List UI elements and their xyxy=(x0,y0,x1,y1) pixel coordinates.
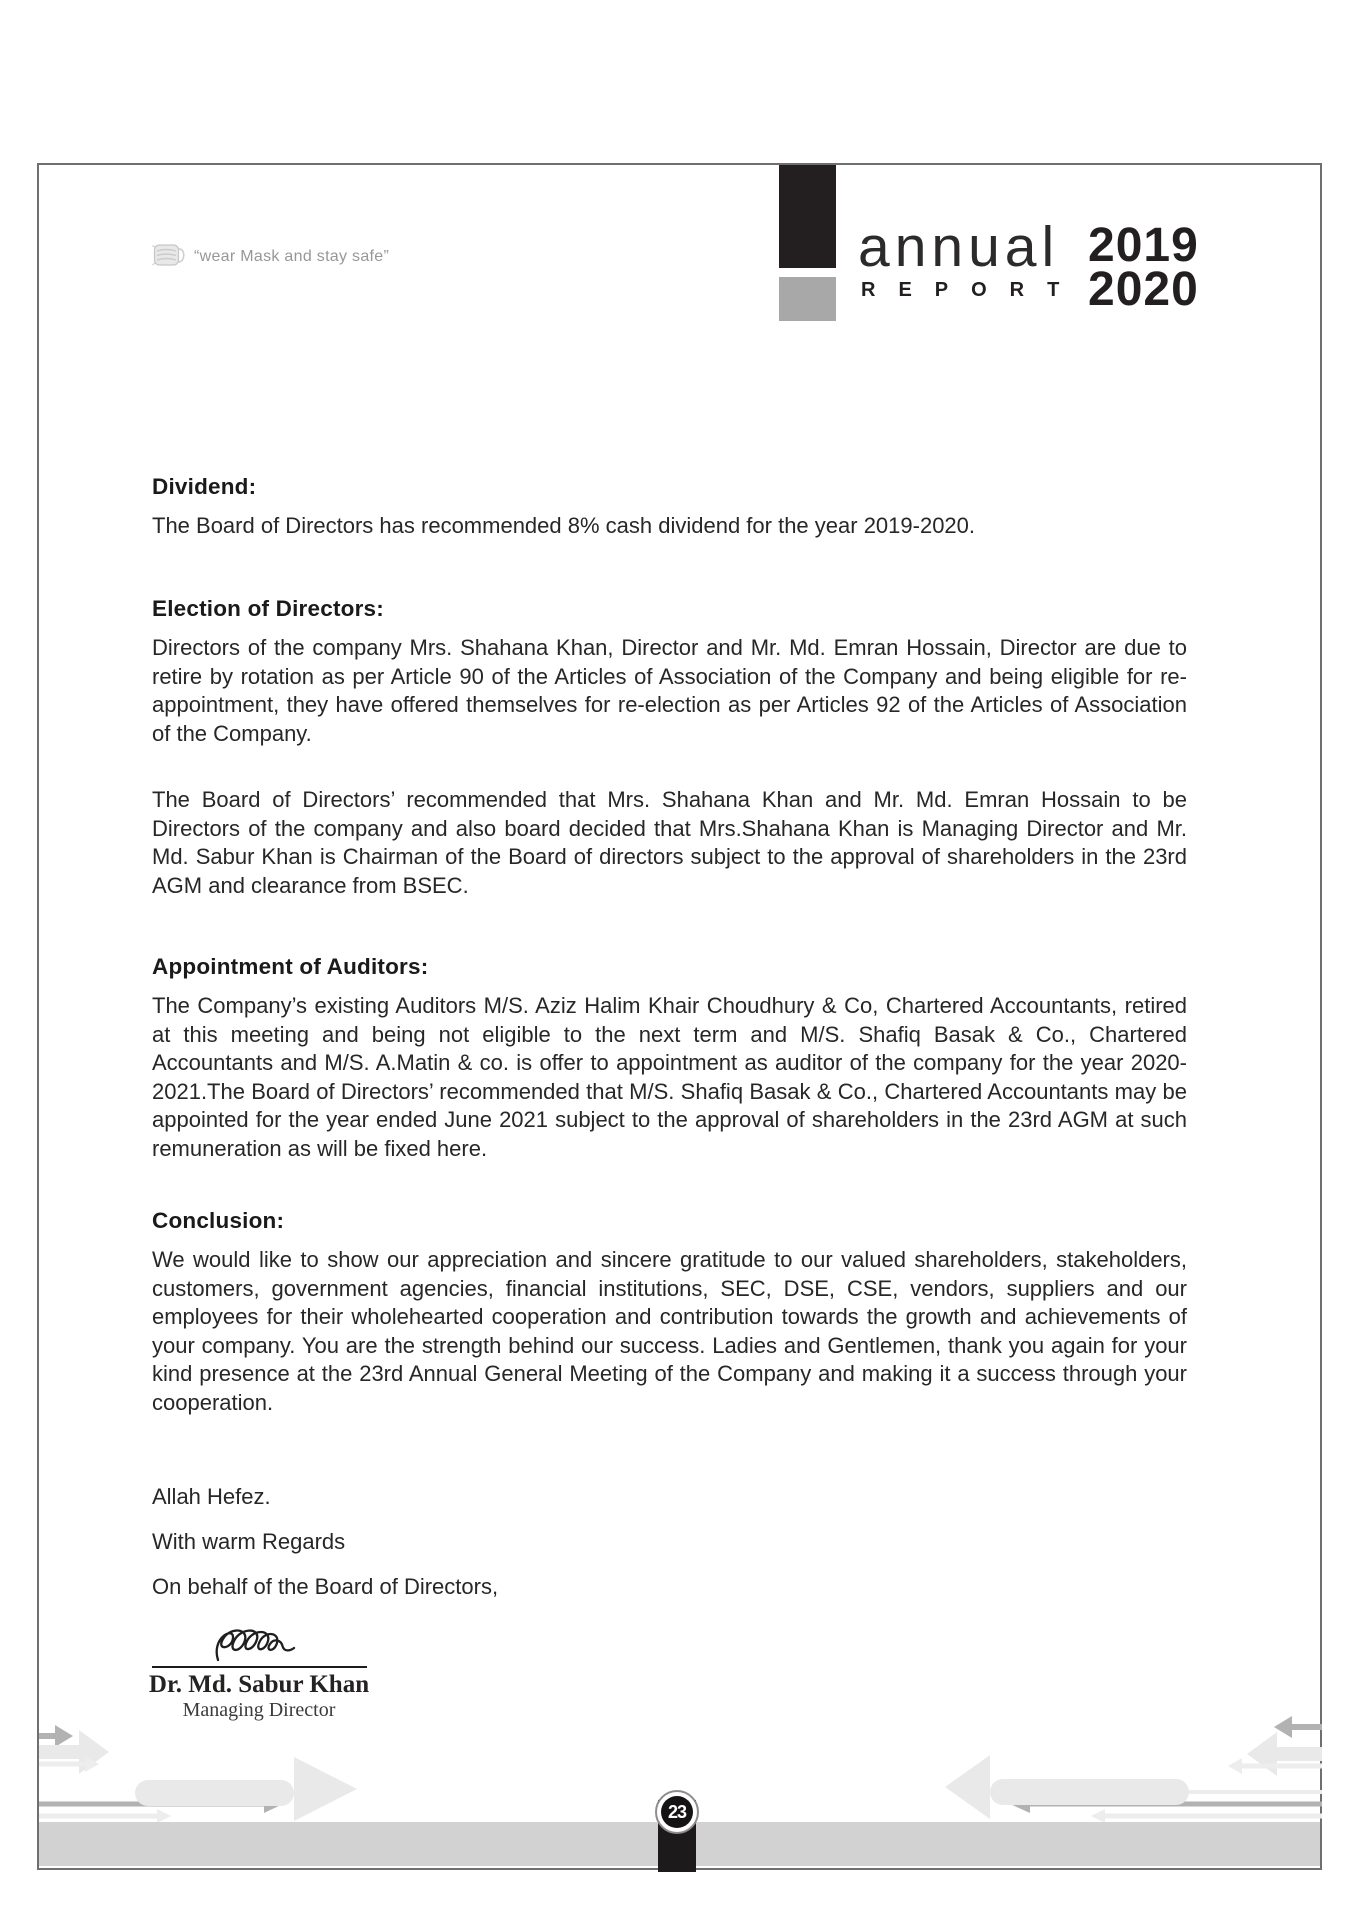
logo-gray-block xyxy=(779,277,836,321)
section-paragraph: We would like to show our appreciation and sincere gratitude to our valued shareholders, stakeholders, customers, government agencies, financial institutions, SEC, DSE, CSE, vendors, suppliers and our employees for their wholehearted cooperation and contribution towards the growth and achievements of your company. You are the strength behind our success. Ladies and Gentlemen, thank you again for your kind presence at the 23rd Annual General Meeting of the Company and making it a success through your cooperation. xyxy=(152,1247,1187,1415)
bottom-arrows-left-icon xyxy=(39,1700,379,1827)
section-paragraph: The Board of Directors’ recommended that Mrs. Shahana Khan and Mr. Md. Emran Hossain to be Directors of the company and also board decided that Mrs.Shahana Khan is Managing Director and Mr. Md. Sabur Khan is Chairman of the Board of directors subject to the approval of shareholders in the 23rd AGM and clearance from BSEC. xyxy=(152,787,1187,898)
logo-year-bottom: 2020 xyxy=(1088,263,1199,316)
signature-name: Dr. Md. Sabur Khan xyxy=(148,1671,370,1698)
logo-years xyxy=(1088,219,1199,316)
section-paragraph: The Board of Directors has recommended 8% cash dividend for the year 2019-2020. xyxy=(152,513,976,538)
logo-black-block xyxy=(779,165,836,268)
page-number-badge xyxy=(655,1790,699,1834)
signature-title: Managing Director xyxy=(182,1699,336,1721)
logo-annual-text: annual xyxy=(858,215,1060,279)
logo-year-top: 2019 xyxy=(1088,219,1199,272)
slogan-text: “wear Mask and stay safe” xyxy=(194,247,390,265)
logo-report-text: REPORT xyxy=(861,279,1083,301)
closing-line: On behalf of the Board of Directors, xyxy=(152,1574,499,1599)
mask-slogan xyxy=(152,239,389,274)
section-heading-dividend: Dividend: xyxy=(152,474,257,499)
bottom-arrows-right-icon xyxy=(945,1700,1322,1827)
page-number: 23 xyxy=(667,1801,687,1822)
section-paragraph: The Company’s existing Auditors M/S. Aziz Halim Khair Choudhury & Co, Chartered Accountants, retired at this meeting and being not eligible to the next term and M/S. Shafiq Basak & Co., Chartered Accountants and M/S. A.Matin & co. is offer to appointment as auditor of the company for the year 2020-2021.The Board of Directors’ recommended that M/S. Shafiq Basak & Co., Chartered Accountants may be appointed for the year ended June 2021 subject to the approval of shareholders in the 23rd AGM at such remuneration as will be fixed here. xyxy=(152,993,1187,1161)
page-number-circle xyxy=(661,1796,693,1828)
section-paragraph: Directors of the company Mrs. Shahana Khan, Director and Mr. Md. Emran Hossain, Director are due to retire by rotation as per Article 90 of the Articles of Association of the Company and being eligible for re-appointment, they have offered themselves for re-election as per Articles 92 of the Articles of Association of the Company. xyxy=(152,635,1187,746)
section-heading-auditors: Appointment of Auditors: xyxy=(152,954,429,979)
face-mask-icon xyxy=(152,239,186,274)
signature-rule xyxy=(152,1666,367,1668)
signature-scribble-icon xyxy=(210,1624,305,1671)
closing-line: With warm Regards xyxy=(152,1529,346,1554)
section-heading-election: Election of Directors: xyxy=(152,596,384,621)
section-heading-conclusion: Conclusion: xyxy=(152,1208,285,1233)
closing-line: Allah Hefez. xyxy=(152,1484,271,1509)
report-logo xyxy=(858,215,1083,302)
